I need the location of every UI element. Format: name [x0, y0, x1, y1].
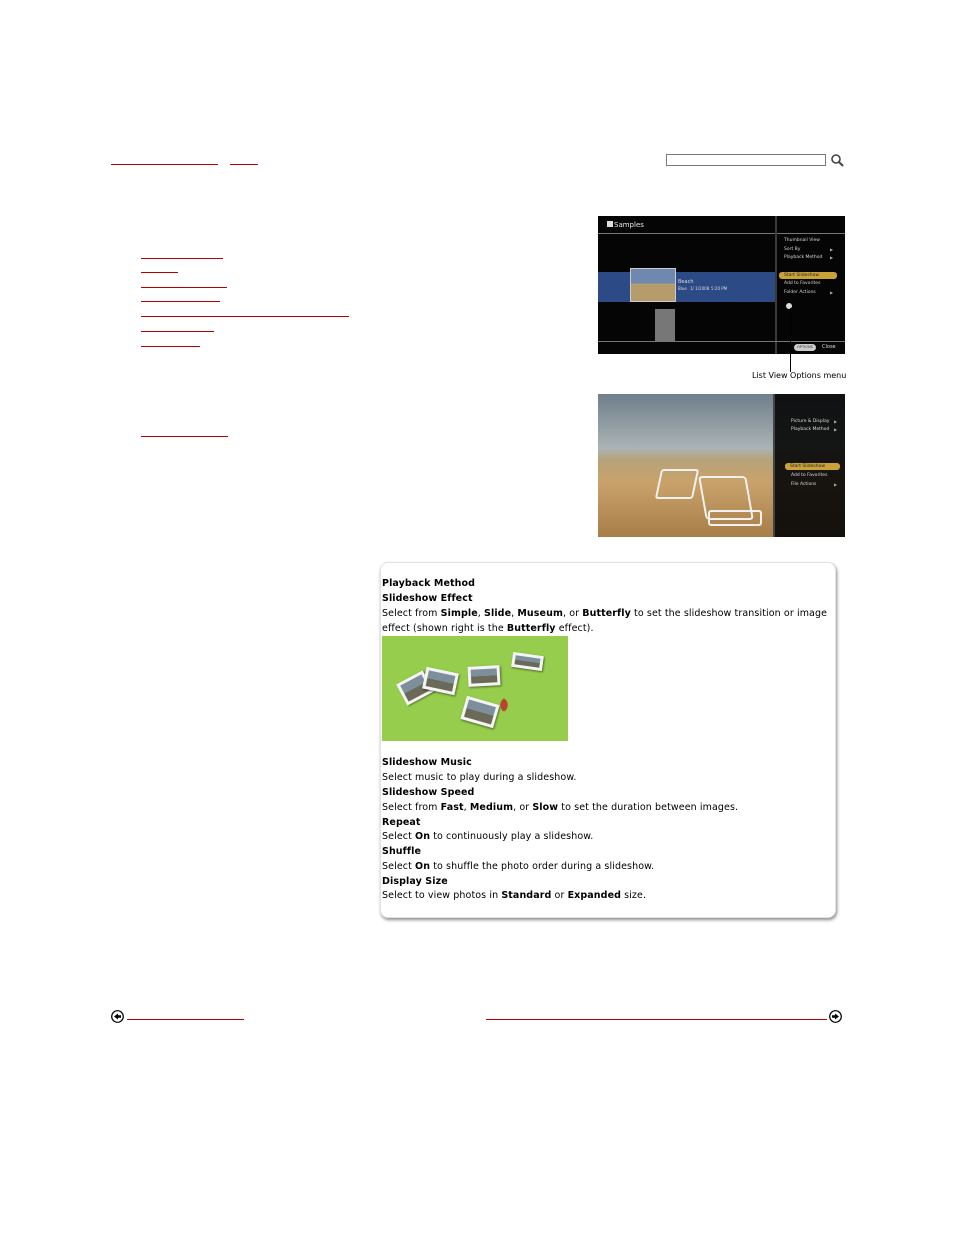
- options-button: OPTIONS: [794, 344, 816, 351]
- folder-title: Samples: [614, 221, 644, 229]
- next-page-link[interactable]: [486, 1019, 827, 1020]
- toc-link-8[interactable]: [141, 436, 228, 437]
- menu-item: Picture & Display: [791, 419, 830, 424]
- next-page-button[interactable]: [829, 1008, 842, 1021]
- slideshow-music-text: Select music to play during a slideshow.: [382, 772, 577, 783]
- row-meta: Blue: [678, 286, 687, 291]
- repeat-heading: Repeat: [382, 817, 421, 828]
- toc-link-2[interactable]: [141, 272, 178, 273]
- home-icon: [607, 221, 613, 227]
- arrow-right-icon: ▶: [834, 427, 838, 432]
- arrow-right-icon: ▶: [834, 482, 838, 487]
- slideshow-speed-heading: Slideshow Speed: [382, 787, 475, 798]
- arrow-left-icon: [111, 1010, 124, 1023]
- butterfly-icon: [497, 698, 511, 712]
- arrow-right-icon: ▶: [830, 255, 834, 260]
- menu-item: Add to Favorites: [784, 281, 821, 286]
- photo-view-screenshot: [598, 394, 845, 537]
- butterfly-effect-image: [382, 636, 568, 741]
- slideshow-effect-text: Select from Simple, Slide, Museum, or Butterfly to set the slideshow transition or image: [382, 608, 828, 619]
- photo-thumbnail: [655, 309, 675, 341]
- search-icon: [830, 153, 844, 167]
- breadcrumb-link-1[interactable]: [111, 164, 218, 165]
- menu-item: Add to Favorites: [791, 473, 828, 478]
- photo-thumbnail: [630, 268, 676, 302]
- repeat-text: Select On to continuously play a slideshow.: [382, 831, 594, 842]
- slideshow-effect-text-2: effect (shown right is the Butterfly effect).: [382, 623, 594, 634]
- arrow-right-icon: [829, 1010, 842, 1023]
- toc-link-5[interactable]: [141, 316, 349, 317]
- slideshow-music-heading: Slideshow Music: [382, 757, 472, 768]
- menu-item: Playback Method: [784, 255, 823, 260]
- menu-item: Sort By: [784, 247, 801, 252]
- list-view-screenshot: [598, 216, 845, 354]
- shuffle-heading: Shuffle: [382, 846, 422, 857]
- toc-link-1[interactable]: [141, 258, 223, 259]
- previous-page-link[interactable]: [127, 1019, 244, 1020]
- slideshow-effect-heading: Slideshow Effect: [382, 593, 473, 604]
- display-size-text: Select to view photos in Standard or Expanded size.: [382, 890, 647, 901]
- slideshow-speed-text: Select from Fast, Medium, or Slow to set the duration between images.: [382, 802, 739, 813]
- search-button[interactable]: [830, 152, 844, 166]
- menu-item-highlighted: Start Slideshow: [779, 272, 837, 279]
- arrow-right-icon: ▶: [830, 247, 834, 252]
- toc-link-3[interactable]: [141, 287, 227, 288]
- callout-line: [790, 308, 791, 372]
- toc-link-4[interactable]: [141, 301, 220, 302]
- shuffle-text: Select On to shuffle the photo order during a slideshow.: [382, 861, 655, 872]
- display-size-heading: Display Size: [382, 876, 448, 887]
- menu-item: File Actions: [791, 482, 817, 487]
- search-input[interactable]: [666, 154, 826, 166]
- row-title: Beach: [678, 279, 694, 285]
- playback-method-heading: Playback Method: [382, 578, 476, 589]
- toc-link-7[interactable]: [141, 346, 200, 347]
- row-meta: 1/ 1/2008: [690, 286, 710, 291]
- toc-link-6[interactable]: [141, 331, 214, 332]
- arrow-right-icon: ▶: [834, 419, 838, 424]
- previous-page-button[interactable]: [111, 1008, 124, 1021]
- menu-item: Thumbnail View: [784, 238, 820, 243]
- row-meta: 5:20 PM: [711, 286, 728, 291]
- callout-label: List View Options menu: [752, 371, 847, 380]
- menu-item: Playback Method: [791, 427, 830, 432]
- close-label: Close: [822, 344, 836, 350]
- menu-item: Folder Actions: [784, 290, 816, 295]
- breadcrumb-link-2[interactable]: [230, 164, 258, 165]
- menu-item-highlighted: Start Slideshow: [785, 463, 840, 470]
- arrow-right-icon: ▶: [830, 290, 834, 295]
